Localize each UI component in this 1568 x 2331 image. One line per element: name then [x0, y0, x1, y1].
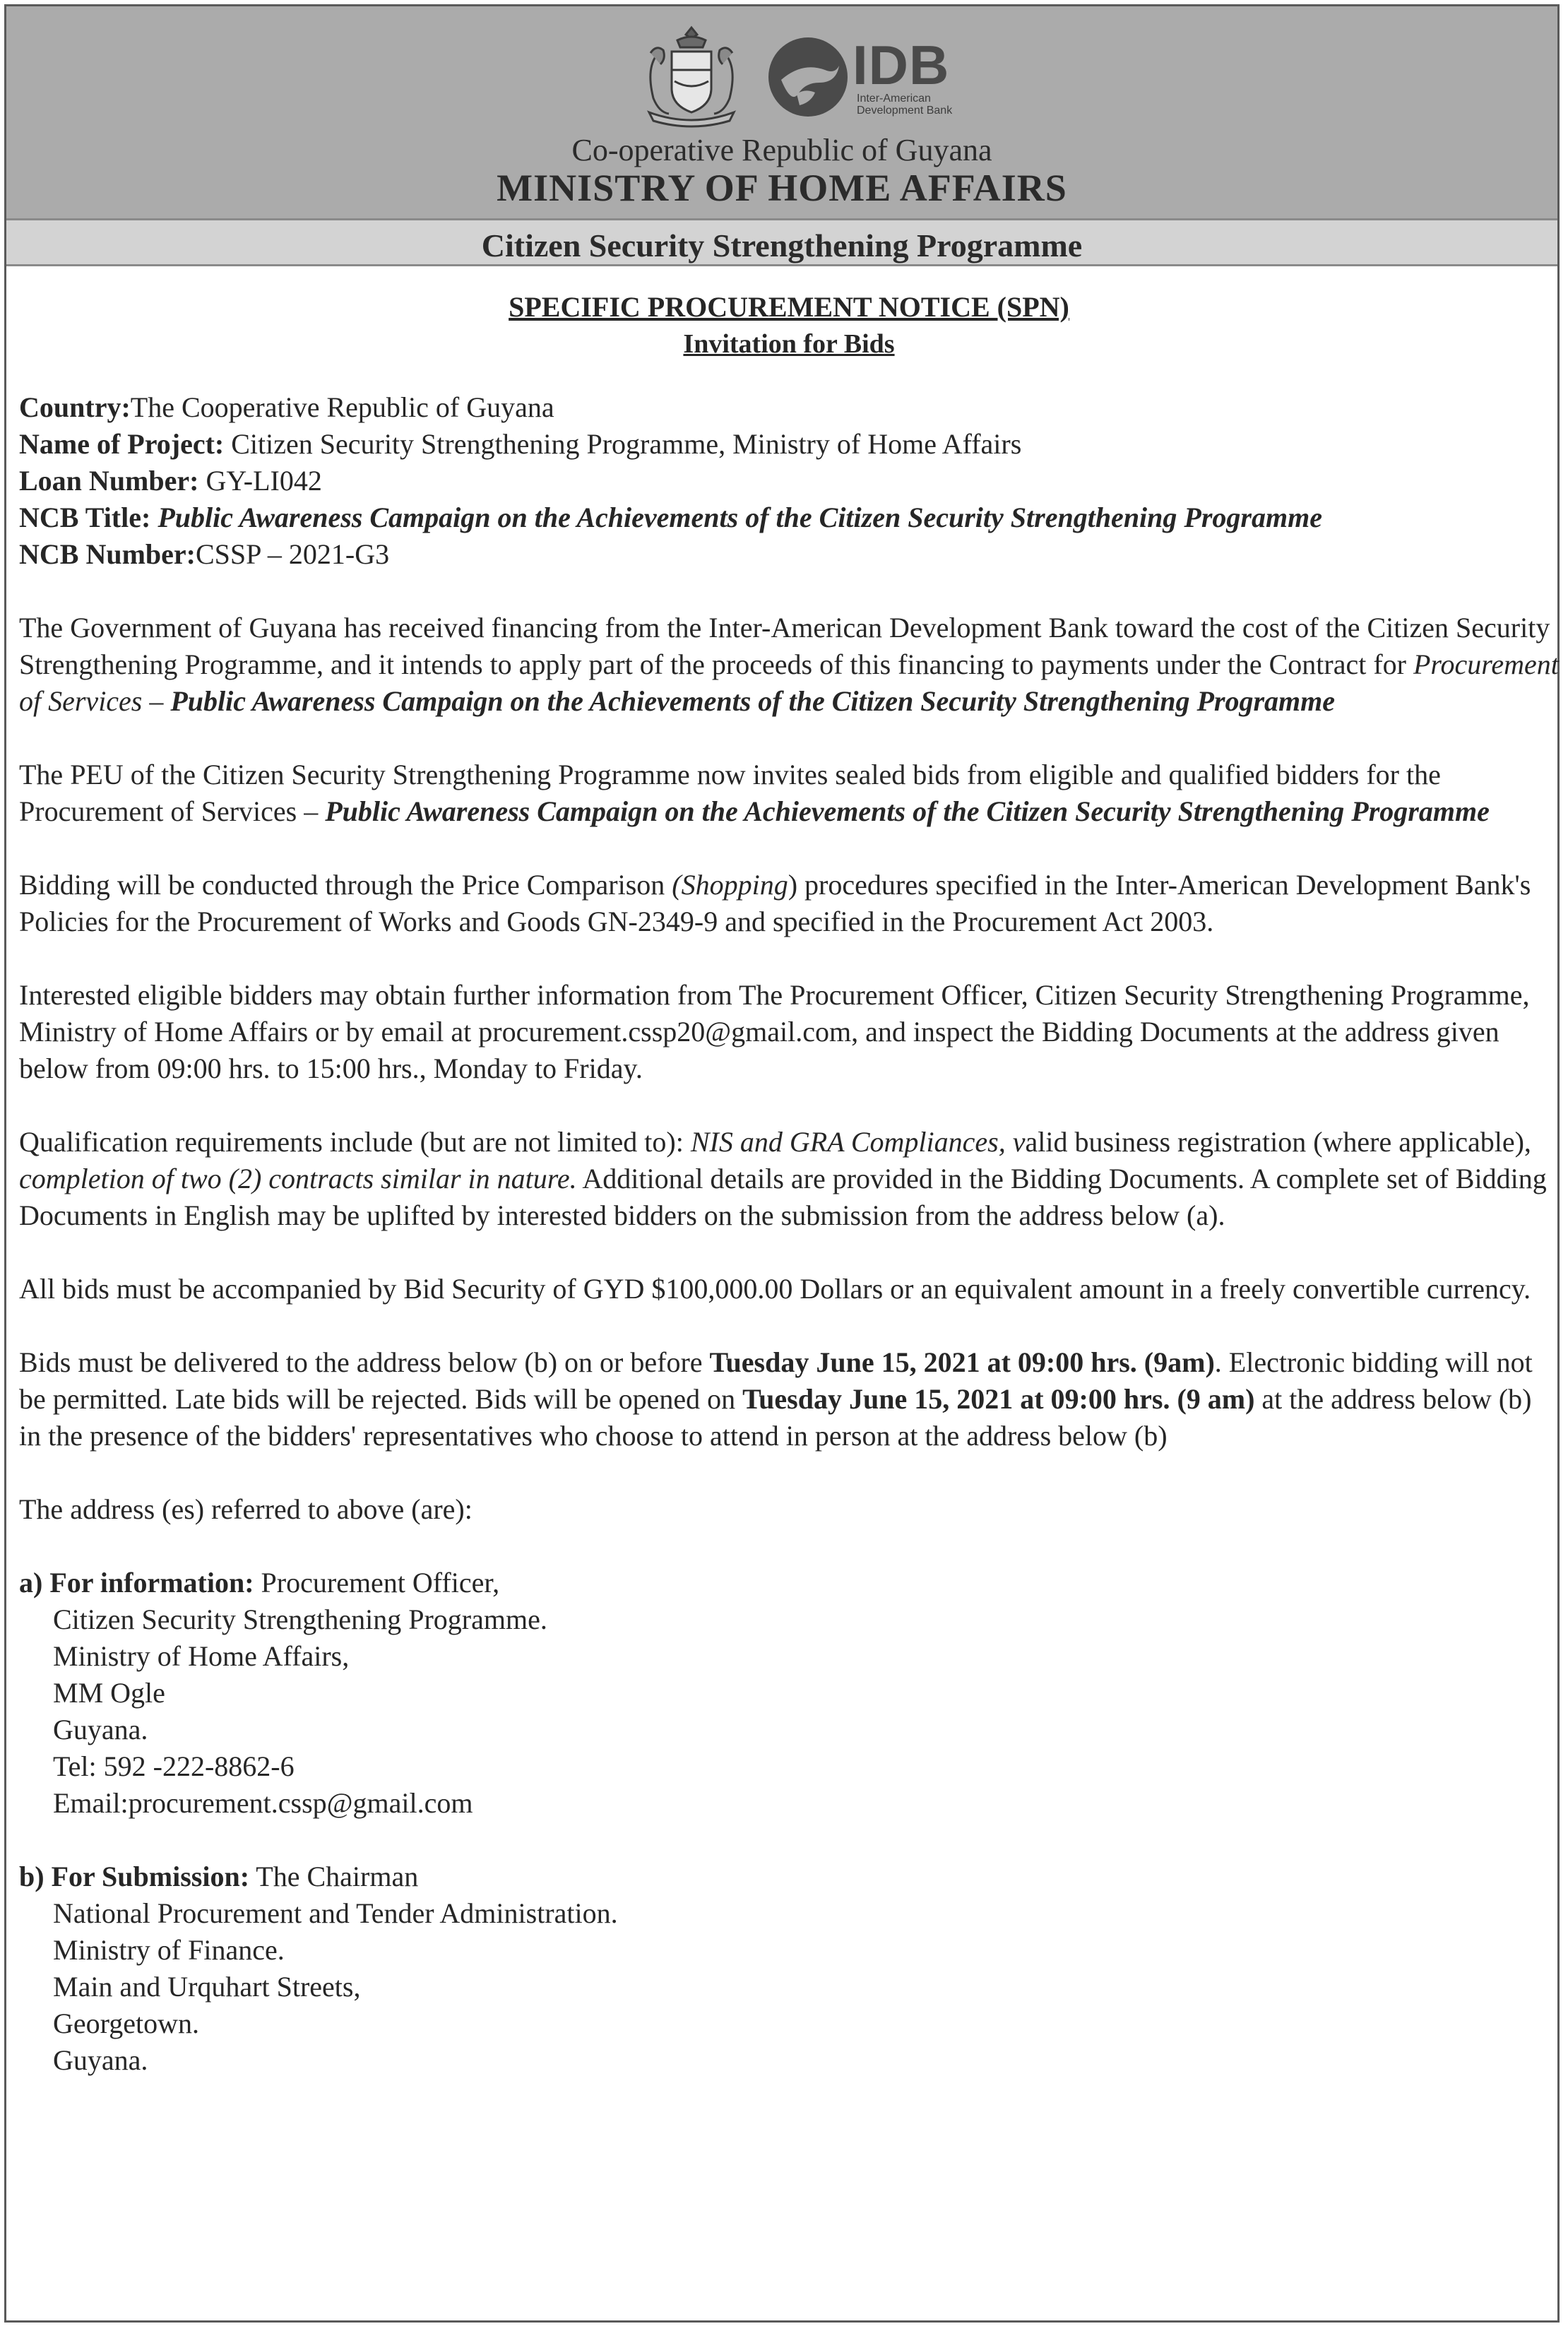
ncb-title-value: Public Awareness Campaign on the Achievements of the Citizen Security Strengthening Programme — [150, 502, 1322, 533]
idb-logo-icon — [766, 35, 850, 119]
address-line: Georgetown. — [53, 2007, 199, 2039]
address-line: Citizen Security Strengthening Programme. — [53, 1603, 547, 1635]
text-run: . Electronic bidding will not be permitted. Late bids will be rejected. Bids will be opened on — [19, 1346, 1533, 1415]
address-first-line — [19, 1858, 1559, 1895]
ministry-heading: MINISTRY OF HOME AFFAIRS — [497, 167, 1067, 209]
ncb-number-value: CSSP – 2021-G3 — [195, 538, 390, 570]
address-line: National Procurement and Tender Administration. — [53, 1897, 618, 1929]
text-run: Qualification requirements include (but are not limited to): — [19, 1126, 691, 1158]
bid-security-paragraph: All bids must be accompanied by Bid Security of GYD $100,000.00 Dollars or an equivalent amount in a freely convertible currency. — [19, 1273, 1531, 1305]
idb-subtitle-line: Inter-American — [857, 93, 931, 105]
ncb-title-label: NCB Title: — [19, 502, 151, 533]
idb-subtitle — [857, 93, 998, 117]
programme-title: Citizen Security Strengthening Programme — [481, 227, 1083, 263]
text-run: completion of two (2) contracts similar in nature. — [19, 1163, 577, 1194]
address-line: Guyana. — [53, 2044, 148, 2076]
project-details — [19, 389, 1559, 573]
logos-row — [6, 22, 1557, 128]
deadline-text: Tuesday June 15, 2021 at 09:00 hrs. (9am) — [709, 1346, 1215, 1378]
country-label: Country: — [19, 391, 131, 423]
text-run: Public Awareness Campaign on the Achievements of the Citizen Security Strengthening Programme — [325, 795, 1490, 827]
text-run: NIS and GRA Compliances, v — [690, 1126, 1026, 1158]
country-value: The Cooperative Republic of Guyana — [130, 391, 554, 423]
submission-address — [19, 1858, 1559, 2079]
address-line: Ministry of Home Affairs, — [53, 1640, 350, 1672]
text-run: Procurement of Services – — [19, 648, 1559, 717]
text-run: alid business registration (where applicable), — [1025, 1126, 1531, 1158]
phone-line: Tel: 592 -222-8862-6 — [53, 1750, 295, 1782]
address-label: a) For information: — [19, 1567, 254, 1599]
qualification-paragraph — [19, 1124, 1559, 1234]
loan-value: GY-LI042 — [198, 465, 322, 497]
email-line: Email:procurement.cssp@gmail.com — [53, 1787, 473, 1819]
text-run: ) procedures specified in the Inter-American Development Bank's Policies for the Procurement of Works and Goods GN-2349-9 and specified in the Procurement Act 2003. — [19, 869, 1531, 937]
address-line: The Chairman — [249, 1861, 419, 1892]
delivery-paragraph — [19, 1344, 1559, 1454]
loan-row — [19, 463, 1559, 499]
ncb-number-label: NCB Number: — [19, 538, 196, 570]
project-row — [19, 426, 1559, 463]
header-banner — [6, 6, 1557, 218]
programme-band — [6, 218, 1557, 266]
idb-subtitle-line: Development Bank — [857, 105, 953, 117]
information-paragraph: Interested eligible bidders may obtain further information from The Procurement Officer, Citizen Security Strengthening Programme, Ministry of Home Affairs or by email at procurement.cssp20@gmail.com, and inspect the Bidding Documents at the address given below from 09:00 hrs. to 15:00 hrs., Monday to Friday. — [19, 979, 1530, 1084]
notice-body — [19, 289, 1559, 2079]
country-heading: Co-operative Republic of Guyana — [571, 133, 992, 167]
notice-title: SPECIFIC PROCUREMENT NOTICE (SPN) — [509, 291, 1069, 323]
project-label: Name of Project: — [19, 428, 225, 460]
loan-label: Loan Number: — [19, 465, 199, 497]
text-run: Public Awareness Campaign on the Achievements of the Citizen Security Strengthening Programme — [170, 685, 1336, 717]
financing-paragraph — [19, 610, 1559, 720]
bidding-method-paragraph — [19, 867, 1559, 940]
address-line: Procurement Officer, — [254, 1567, 500, 1599]
text-run: Bidding will be conducted through the Price Comparison — [19, 869, 672, 901]
address-label: b) For Submission: — [19, 1861, 250, 1892]
text-run: The PEU of the Citizen Security Strengthening Programme now invites sealed bids from eligible and qualified bidders for the Procurement of Services – — [19, 759, 1441, 827]
country-row — [19, 389, 1559, 426]
guyana-coat-of-arms-icon — [628, 22, 755, 128]
project-value: Citizen Security Strengthening Programme, Ministry of Home Affairs — [224, 428, 1022, 460]
text-run: (Shopping — [672, 869, 788, 901]
address-first-line — [19, 1565, 1559, 1601]
text-run: Bids must be delivered to the address below (b) on or before — [19, 1346, 710, 1378]
address-line: MM Ogle — [53, 1677, 165, 1709]
idb-wordmark: IDB — [853, 34, 950, 96]
ncb-title-row — [19, 499, 1559, 536]
text-run: Additional details are provided in the Bidding Documents. A complete set of Bidding Documents in English may be uplifted by interested bidders on the submission from the address below (a). — [19, 1163, 1547, 1231]
text-run: at the address below (b) in the presence of the bidders' representatives who choose to attend in person at the address below (b) — [19, 1383, 1532, 1452]
address-line: Guyana. — [53, 1714, 148, 1745]
address-line: Main and Urquhart Streets, — [53, 1971, 361, 2003]
invitation-paragraph — [19, 757, 1559, 830]
addresses-intro: The address (es) referred to above (are): — [19, 1493, 473, 1525]
text-run: The Government of Guyana has received financing from the Inter-American Development Bank toward the cost of the Citizen Security Strengthening Programme, and it intends to apply part of the proceeds of this financing to payments under the Contract for — [19, 612, 1550, 680]
ncb-number-row — [19, 536, 1559, 573]
notice-subtitle: Invitation for Bids — [683, 329, 895, 359]
opening-date-text: Tuesday June 15, 2021 at 09:00 hrs. (9 am) — [742, 1383, 1255, 1415]
notice-frame — [4, 4, 1560, 2323]
address-line: Ministry of Finance. — [53, 1934, 285, 1966]
information-address — [19, 1565, 1559, 1822]
